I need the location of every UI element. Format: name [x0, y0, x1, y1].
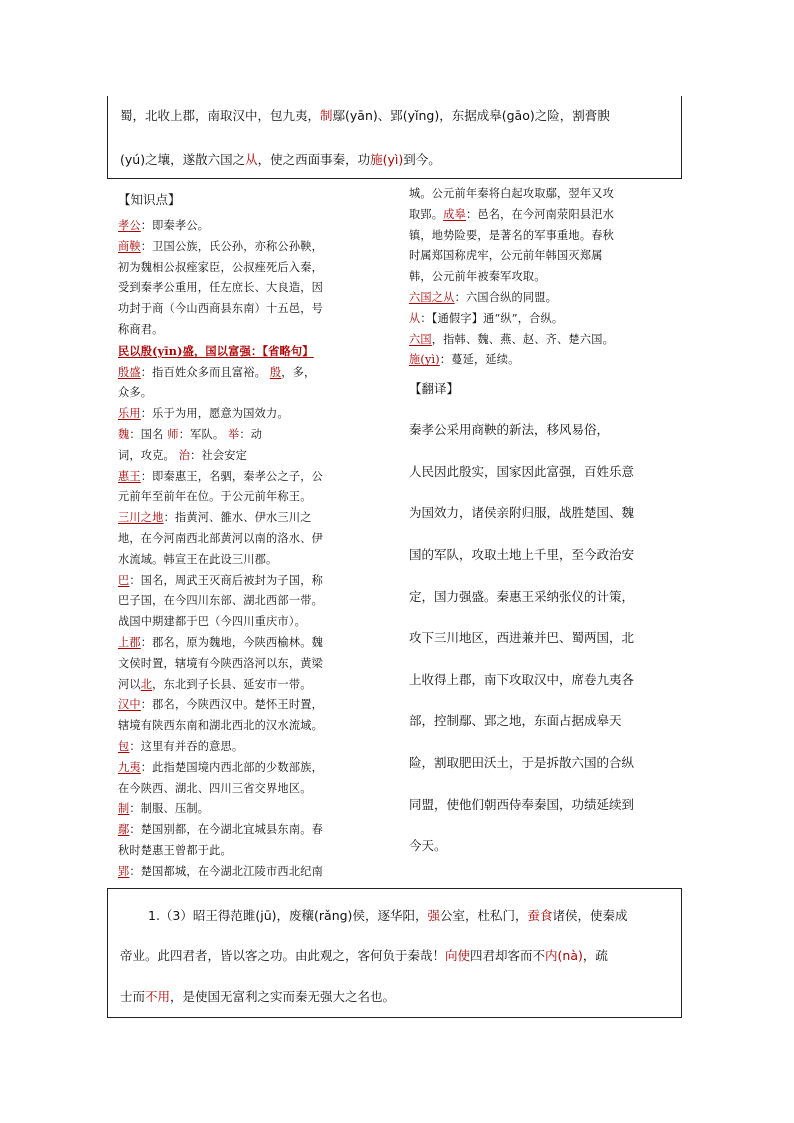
- text-run: 取郢。: [409, 207, 444, 221]
- text-run: 城。公元前年秦将白起攻取鄢，翌年又攻: [409, 187, 614, 200]
- highlighted-term: 九夷: [118, 760, 141, 774]
- highlighted-term: 鄢: [118, 823, 130, 837]
- note-line: [118, 841, 388, 862]
- text-run: ：楚国别都，在今湖北宜城县东南。春: [129, 823, 323, 837]
- text-run: ，多，: [281, 365, 316, 379]
- translation-heading: 【翻译】: [409, 381, 460, 397]
- note-line: [118, 237, 388, 258]
- highlighted-term: 从: [245, 152, 258, 167]
- text-run: ：国名，周武王灭商后被封为子国，称: [129, 573, 323, 587]
- text-run: 水流域。韩宣王在此设三川郡。: [118, 552, 278, 566]
- text-run: ：指黄河、雒水、伊水三川之: [163, 511, 312, 525]
- translation-line: 攻下三川地区，西进兼并巴、蜀两国，北: [409, 630, 635, 646]
- text-run: 士而: [120, 989, 146, 1004]
- text-run: 称商君。: [118, 322, 164, 336]
- note-line: [409, 226, 679, 247]
- text-run: 公室，杜私门，: [439, 908, 528, 923]
- text-run: ：社会安定: [190, 448, 248, 462]
- translation-line: 今天。: [409, 838, 447, 854]
- highlighted-term: 殷盛: [118, 365, 141, 379]
- note-line: [118, 612, 388, 633]
- note-line: [118, 779, 388, 800]
- note-line: [118, 591, 388, 612]
- text-run: ：指百姓众多而且富裕。: [140, 365, 270, 379]
- note-line: [409, 267, 679, 288]
- text-run: ：【通假字】通“纵”，合纵。: [420, 311, 564, 325]
- text-run: 河以: [118, 677, 141, 691]
- translation-line: 国的军队，攻取土地上千里，至今政治安: [409, 546, 635, 562]
- highlighted-term: 制: [118, 802, 130, 816]
- text-run: 巴子国，在今四川东部、湖北西部一带。: [118, 594, 323, 608]
- note-line: [118, 529, 388, 550]
- translation-line: 秦孝公采用商鞅的新法，移风易俗，: [409, 422, 610, 438]
- text-run: 受到秦孝公重用，任左庶长、大良造，因: [118, 281, 323, 295]
- note-line: [118, 299, 388, 320]
- translation-line: 人民因此殷实，国家因此富强，百姓乐意: [409, 463, 635, 479]
- note-line: [409, 330, 679, 351]
- text-run: ：郡名，原为魏地，今陕西榆林。魏: [140, 635, 323, 649]
- text-run: 元前年至前年在位。于公元前年称王。: [118, 490, 312, 504]
- translation-text: [409, 409, 679, 867]
- note-line: [118, 278, 388, 299]
- text-run: 帝业。此四君者，皆以客之功。由此观之，客何负于秦哉！: [120, 948, 446, 963]
- text-run: ：制服、压制。: [129, 802, 210, 816]
- text-run: 蜀，北收上郡，南取汉中，包九夷，: [120, 108, 321, 123]
- text-run: ：郡名，今陕西汉中。楚怀王时置，: [140, 698, 323, 712]
- translation-line: 定，国力强盛。秦惠王采纳张仪的计策，: [409, 588, 635, 604]
- highlighted-term: 魏: [118, 427, 130, 441]
- top-passage-box: [107, 96, 682, 179]
- note-line: [118, 258, 388, 279]
- highlighted-term: 强: [427, 908, 440, 923]
- bottom-passage-line-3: [120, 987, 395, 1005]
- highlighted-term: 蚕食: [527, 908, 553, 923]
- text-run: ，使之西面事秦，功: [257, 152, 371, 167]
- highlighted-term: 汉中: [118, 698, 141, 712]
- text-run: ：卫国公族，氏公孙，亦称公孙鞅，: [140, 239, 323, 253]
- highlighted-term: 举: [228, 427, 240, 441]
- highlighted-term: 六国: [409, 332, 432, 346]
- text-run: ：国名: [129, 427, 168, 441]
- highlighted-term: 三川之地: [118, 511, 164, 525]
- text-run: 秋时楚惠王曾都于此。: [118, 843, 232, 857]
- translation-line: 为国效力，诸侯亲附归服，战胜楚国、魏: [409, 505, 635, 521]
- text-run: ：即秦惠王，名驷，秦孝公之子，公: [140, 469, 323, 483]
- text-run: 1.（3）昭王得范雎(jū)，废穰(rǎng)侯，逐华阳，: [148, 908, 428, 923]
- highlighted-term: 巴: [118, 573, 130, 587]
- text-run: 文侯时置，辖境有今陕西洛河以东，黄梁: [118, 656, 323, 670]
- highlighted-term: 制: [320, 108, 333, 123]
- highlighted-term: 包: [118, 739, 130, 753]
- note-line: [409, 184, 679, 205]
- highlighted-term: 治: [178, 448, 191, 462]
- knowledge-notes-lines: [118, 216, 388, 883]
- text-run: 四君却客而不: [470, 948, 546, 963]
- text-run: ：六国合纵的同盟。: [454, 290, 558, 304]
- note-line: [118, 446, 388, 467]
- note-line: [118, 758, 388, 779]
- translation-line: 部，控制鄢、郢之地，东面占据成皋天: [409, 713, 622, 729]
- text-run: 在今陕西、湖北、四川三省交界地区。: [118, 781, 312, 795]
- highlighted-term: 孝公: [118, 219, 141, 232]
- text-run: 地，在今河南西北部黄河以南的洛水、伊: [118, 531, 323, 545]
- text-run: 鄢(yān)、郢(yǐng)，东据成皋(gāo)之险，割膏腴: [332, 108, 610, 123]
- note-line: [118, 383, 388, 404]
- note-line: [409, 246, 679, 267]
- highlighted-term: 乐用: [118, 407, 141, 421]
- text-run: 战国中期建都于巴（今四川重庆市）。: [118, 615, 306, 629]
- bottom-passage-line-2: [120, 946, 608, 964]
- text-run: ，东北到子长县、延安市一带。: [152, 677, 312, 691]
- top-passage-line-1: [120, 106, 610, 124]
- highlighted-term: 施(yì): [370, 152, 404, 167]
- text-run: ：军队。: [178, 427, 229, 441]
- note-line: [118, 571, 388, 592]
- text-run: ：邑名，在今河南荥阳县汜水: [465, 207, 614, 221]
- highlighted-term: 六国之从: [409, 290, 455, 304]
- note-line: [118, 716, 388, 737]
- text-run: ：这里有并吞的意思。: [129, 739, 244, 753]
- text-run: ：楚国都城，在今湖北江陵市西北纪南: [129, 864, 323, 878]
- note-line: [118, 633, 388, 654]
- note-line: [409, 288, 679, 309]
- note-line: [118, 695, 388, 716]
- note-line: [118, 363, 388, 384]
- note-line: [118, 467, 388, 488]
- highlighted-term: 民以殷(yīn)盛，国以富强：【省略句】: [118, 343, 314, 358]
- highlighted-term: 北: [140, 677, 153, 691]
- note-line: [118, 341, 388, 363]
- text-run: ：蔓延，延续。: [439, 353, 520, 367]
- text-run: 时属郑国称虎牢，公元前年韩国灭郑属: [409, 249, 603, 263]
- text-run: 镇，地势险要，是著名的军事重地。春秋: [409, 228, 614, 242]
- highlighted-term: 郢: [118, 864, 130, 878]
- highlighted-term: 惠王: [118, 469, 141, 483]
- note-line: [118, 320, 388, 341]
- right-column: [409, 184, 679, 867]
- note-line: [118, 508, 388, 529]
- top-passage-line-2: [120, 150, 441, 168]
- highlighted-term: 殷: [269, 365, 282, 379]
- highlighted-term: 从: [409, 311, 421, 325]
- text-run: ：动: [239, 427, 263, 441]
- highlighted-term: 上郡: [118, 635, 141, 649]
- text-run: 众多。: [118, 386, 153, 400]
- note-line: [118, 675, 388, 696]
- text-run: ：此指楚国境内西北部的少数部族，: [140, 760, 323, 774]
- note-line: [118, 737, 388, 758]
- text-run: 功封于商（今山西商县东南）十五邑，号: [118, 302, 323, 316]
- text-run: 词，攻克。: [118, 448, 179, 462]
- highlighted-term: 向使: [445, 948, 471, 963]
- highlighted-term: 师: [167, 427, 179, 441]
- highlighted-term: 商鞅: [118, 239, 141, 253]
- translation-line: 同盟，使他们朝西侍奉秦国，功绩延续到: [409, 796, 635, 812]
- text-run: ，指韩、魏、燕、赵、齐、楚六国。: [431, 332, 614, 346]
- bottom-passage-box: [107, 888, 682, 1018]
- highlighted-term: 成皋: [443, 207, 466, 221]
- knowledge-heading: 【知识点】: [118, 192, 181, 207]
- note-line: [118, 216, 388, 237]
- text-run: ，是使国无富利之实而秦无强大之名也。: [170, 989, 396, 1004]
- highlighted-term: 不用: [145, 989, 171, 1004]
- note-line: [118, 654, 388, 675]
- note-line: [118, 487, 388, 508]
- text-run: 韩，公元前年被秦军攻取。: [409, 270, 546, 284]
- text-run: 初为魏相公叔痤家臣，公叔痤死后入秦，: [118, 260, 323, 274]
- note-line: [409, 309, 679, 330]
- text-run: ：乐于为用，愿意为国效力。: [140, 407, 289, 421]
- note-line: [409, 205, 679, 226]
- text-run: 诸侯，使秦成: [552, 908, 628, 923]
- knowledge-notes-column: [118, 190, 388, 883]
- note-line: [118, 550, 388, 571]
- note-line: [118, 404, 388, 425]
- highlighted-term: 施(yì): [409, 353, 440, 367]
- translation-line: 上收得上郡，南下攻取汉中，席卷九夷各: [409, 671, 635, 687]
- highlighted-term: 内(nà): [545, 948, 583, 963]
- note-line: [118, 799, 388, 820]
- text-run: ，疏: [582, 948, 608, 963]
- text-run: ：即秦孝公。: [140, 219, 210, 232]
- note-line: [409, 350, 679, 371]
- bottom-passage-line-1: [148, 906, 628, 924]
- note-line: [118, 820, 388, 841]
- translation-line: 险，割取肥田沃土，于是拆散六国的合纵: [409, 754, 635, 770]
- note-line: [118, 862, 388, 883]
- text-run: (yú)之壤，遂散六国之: [120, 152, 246, 167]
- note-line: [118, 425, 388, 446]
- text-run: 到今。: [403, 152, 441, 167]
- text-run: 辖境有陕西东南和湖北西北的汉水流域。: [118, 719, 323, 733]
- right-notes-lines: [409, 184, 679, 371]
